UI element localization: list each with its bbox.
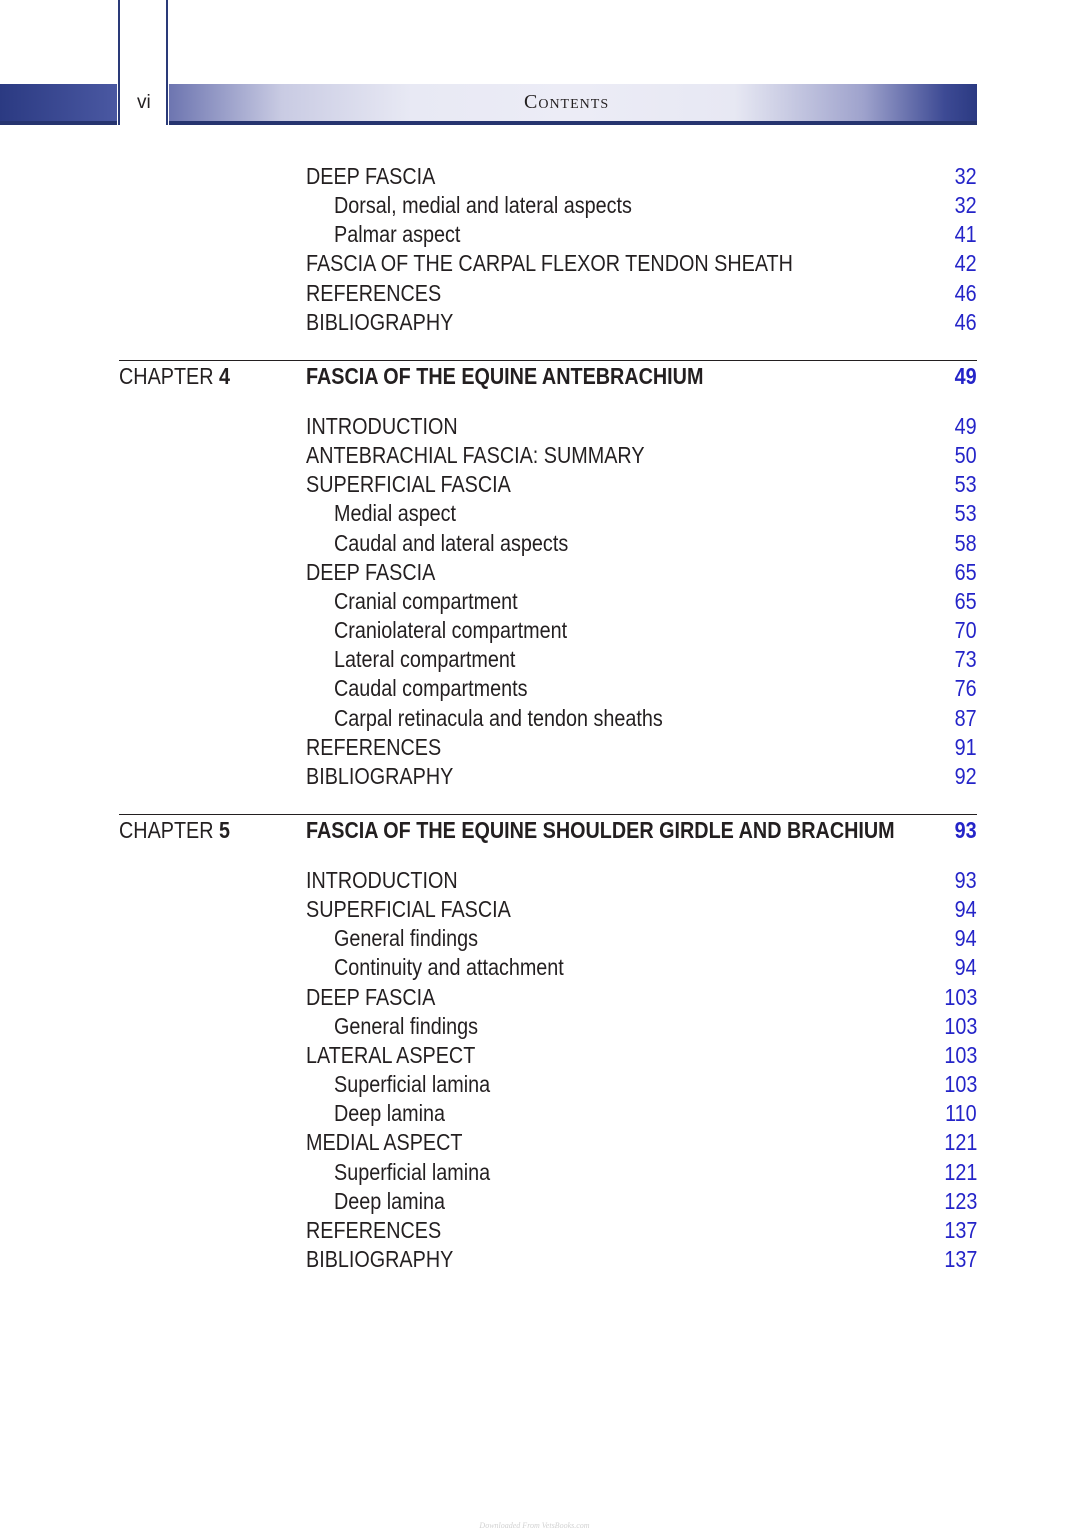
toc-entry[interactable] <box>306 412 977 440</box>
toc-entry[interactable] <box>306 733 977 761</box>
toc-entry-page[interactable]: 103 <box>943 1071 977 1098</box>
chapter-5-rule <box>119 814 977 815</box>
toc-entry-page[interactable]: 41 <box>954 221 977 248</box>
toc-entry[interactable] <box>306 866 977 894</box>
toc-entry[interactable] <box>306 558 977 586</box>
chapter-number: 5 <box>219 817 231 843</box>
chapter-5-page[interactable]: 93 <box>954 817 977 843</box>
toc-entry-label: Deep lamina <box>334 1100 446 1127</box>
chapter-5-title[interactable]: FASCIA OF THE EQUINE SHOULDER GIRDLE AND BRACHIUM <box>306 817 895 843</box>
toc-entry[interactable] <box>306 587 977 615</box>
toc-entry[interactable] <box>306 674 977 702</box>
toc-entry[interactable] <box>306 1012 977 1040</box>
toc-entry-page[interactable]: 93 <box>954 867 977 893</box>
toc-entry[interactable] <box>306 529 977 557</box>
toc-entry-page[interactable]: 65 <box>954 558 977 585</box>
toc-entry-page[interactable]: 137 <box>943 1245 977 1272</box>
toc-entry-label: General findings <box>334 925 479 952</box>
toc-entry-page[interactable]: 49 <box>954 413 977 439</box>
toc-entry-label: DEEP FASCIA <box>306 163 436 189</box>
toc-entry-label: REFERENCES <box>306 279 442 306</box>
chapter-word: CHAPTER <box>119 363 214 389</box>
header-rule-right <box>166 0 168 125</box>
toc-entry-label: General findings <box>334 1012 479 1039</box>
toc-entry-page[interactable]: 137 <box>943 1216 977 1243</box>
toc-entry[interactable] <box>306 1216 977 1244</box>
toc-entry-page[interactable]: 58 <box>954 529 977 556</box>
toc-entry[interactable] <box>306 1041 977 1069</box>
toc-entry-label: INTRODUCTION <box>306 867 458 893</box>
chapter-word: CHAPTER <box>119 817 214 843</box>
toc-entry-page[interactable]: 94 <box>954 896 977 923</box>
header-band-left-edge <box>0 121 117 125</box>
toc-entry[interactable] <box>306 1187 977 1215</box>
toc-entry-label: Superficial lamina <box>334 1158 491 1185</box>
running-head: Contents <box>524 91 610 113</box>
toc-entry[interactable] <box>306 249 977 277</box>
toc-entry-label: Carpal retinacula and tendon sheaths <box>334 704 663 731</box>
toc-entry-label: DEEP FASCIA <box>306 558 436 585</box>
toc-entry-page[interactable]: 42 <box>954 250 977 277</box>
toc-entry[interactable] <box>306 924 977 952</box>
toc-entry-page[interactable]: 32 <box>954 163 977 189</box>
toc-entry-label: Lateral compartment <box>334 646 516 673</box>
toc-entry[interactable] <box>306 645 977 673</box>
toc-entry-label: ANTEBRACHIAL FASCIA: SUMMARY <box>306 442 645 469</box>
toc-entry-label: INTRODUCTION <box>306 413 458 439</box>
toc-entry-label: Continuity and attachment <box>334 954 564 981</box>
toc-entry-page[interactable]: 103 <box>943 1012 977 1039</box>
toc-entry-page[interactable]: 94 <box>954 954 977 981</box>
toc-entry-page[interactable]: 53 <box>954 471 977 498</box>
toc-entry[interactable] <box>306 470 977 498</box>
toc-entry[interactable] <box>306 1099 977 1127</box>
toc-entry-label: LATERAL ASPECT <box>306 1041 476 1068</box>
toc-entry-page[interactable]: 50 <box>954 442 977 469</box>
toc-entry[interactable] <box>306 1070 977 1098</box>
toc-entry-page[interactable]: 46 <box>954 308 977 335</box>
toc-entry-page[interactable]: 53 <box>954 500 977 527</box>
chapter-number: 4 <box>219 363 231 389</box>
toc-entry-label: Palmar aspect <box>334 221 461 248</box>
toc-entry-label: FASCIA OF THE CARPAL FLEXOR TENDON SHEATH <box>306 250 793 277</box>
toc-entry[interactable] <box>306 895 977 923</box>
toc-entry-label: MEDIAL ASPECT <box>306 1129 463 1156</box>
toc-entry-label: SUPERFICIAL FASCIA <box>306 896 511 923</box>
toc-entry-label: Medial aspect <box>334 500 457 527</box>
toc-entry-label: Craniolateral compartment <box>334 617 568 644</box>
toc-entry-page[interactable]: 91 <box>954 733 977 760</box>
toc-entry-page[interactable]: 65 <box>954 587 977 614</box>
toc-entry[interactable] <box>306 704 977 732</box>
header-rule-left <box>118 0 120 125</box>
toc-entry-label: Caudal and lateral aspects <box>334 529 569 556</box>
toc-entry-label: SUPERFICIAL FASCIA <box>306 471 511 498</box>
toc-entry[interactable] <box>306 1245 977 1273</box>
toc-entry[interactable] <box>306 162 977 190</box>
toc-entry[interactable] <box>306 1128 977 1156</box>
toc-entry[interactable] <box>306 762 977 790</box>
toc-entry-label: Dorsal, medial and lateral aspects <box>334 192 632 219</box>
toc-entry-label: DEEP FASCIA <box>306 983 436 1010</box>
toc-entry-page[interactable]: 32 <box>954 192 977 219</box>
toc-entry-page[interactable]: 87 <box>954 704 977 731</box>
toc-entry-label: REFERENCES <box>306 1216 442 1243</box>
toc-entry[interactable] <box>306 191 977 219</box>
toc-entry-label: Deep lamina <box>334 1187 446 1214</box>
toc-entry-page[interactable]: 103 <box>943 983 977 1010</box>
toc-entry-page[interactable]: 73 <box>954 646 977 673</box>
chapter-4-label <box>119 362 230 390</box>
toc-entry-page[interactable]: 110 <box>945 1100 977 1127</box>
toc-entry-label: BIBLIOGRAPHY <box>306 1245 454 1272</box>
toc-entry-label: REFERENCES <box>306 733 442 760</box>
toc-entry[interactable] <box>306 279 977 307</box>
chapter-4-title[interactable]: FASCIA OF THE EQUINE ANTEBRACHIUM <box>306 363 704 389</box>
toc-entry-page[interactable]: 70 <box>954 617 977 644</box>
toc-entry[interactable] <box>306 308 977 336</box>
toc-entry-label: BIBLIOGRAPHY <box>306 308 454 335</box>
toc-entry-label: Cranial compartment <box>334 587 518 614</box>
toc-entry-page[interactable]: 123 <box>943 1187 977 1214</box>
toc-entry[interactable] <box>306 499 977 527</box>
toc-entry[interactable] <box>306 441 977 469</box>
toc-entry[interactable] <box>306 616 977 644</box>
toc-entry-page[interactable]: 121 <box>943 1129 977 1156</box>
toc-entry[interactable] <box>306 220 977 248</box>
header-band-edge <box>169 121 977 125</box>
toc-entry-page[interactable]: 46 <box>954 279 977 306</box>
toc-entry-page[interactable]: 121 <box>943 1158 977 1185</box>
chapter-4-rule <box>119 360 977 361</box>
header-band-left <box>0 84 117 124</box>
toc-entry-page[interactable]: 92 <box>954 762 977 789</box>
toc-entry[interactable] <box>306 983 977 1011</box>
watermark: Downloaded From VetsBooks.com <box>479 1521 590 1530</box>
toc-entry-page[interactable]: 94 <box>954 925 977 952</box>
toc-entry-label: Superficial lamina <box>334 1071 491 1098</box>
toc-entry-page[interactable]: 103 <box>943 1041 977 1068</box>
chapter-5-label <box>119 816 230 844</box>
toc-entry-label: Caudal compartments <box>334 675 528 702</box>
chapter-4-page[interactable]: 49 <box>954 363 977 389</box>
page-number: vi <box>137 92 151 113</box>
toc-entry[interactable] <box>306 953 977 981</box>
toc-entry-page[interactable]: 76 <box>954 675 977 702</box>
toc-entry[interactable] <box>306 1158 977 1186</box>
toc-entry-label: BIBLIOGRAPHY <box>306 762 454 789</box>
